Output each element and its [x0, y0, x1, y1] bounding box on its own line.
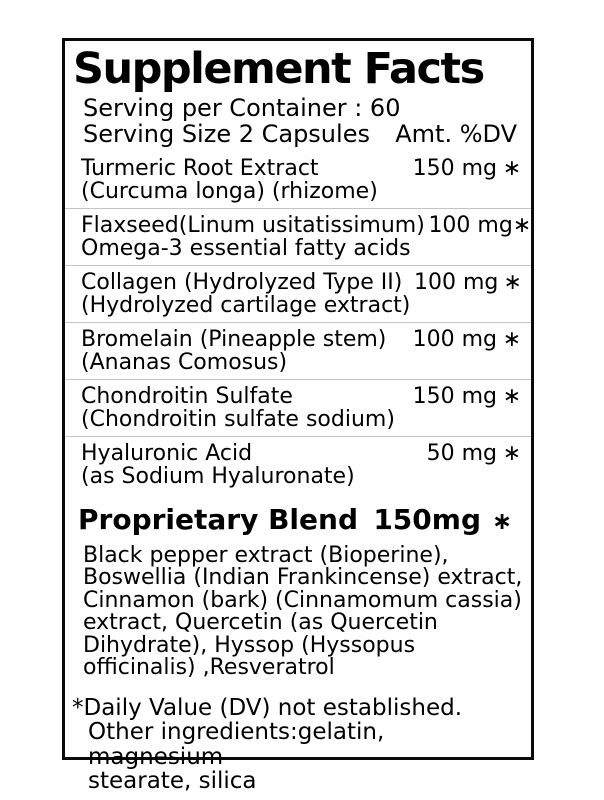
- ingredient-name-line2: (Curcuma longa) (rhizome): [81, 178, 378, 204]
- ingredient-name-line2: Omega-3 essential fatty acids: [81, 235, 411, 261]
- ingredient-name-line2: (as Sodium Hyaluronate): [81, 463, 355, 489]
- proprietary-blend-title: Proprietary Blend: [78, 502, 358, 536]
- ingredient-name-line2: (Chondroitin sulfate sodium): [81, 406, 395, 432]
- ingredient-dv: ∗: [502, 326, 522, 352]
- footnote: [65, 691, 531, 798]
- ingredient-dv: ∗: [512, 212, 532, 238]
- ingredient-amount: 150 mg: [412, 155, 497, 181]
- proprietary-blend-header: [65, 497, 531, 538]
- table-row: [65, 379, 531, 436]
- ingredient-amount: 100 mg: [412, 326, 497, 352]
- ingredient-amount: 50 mg: [426, 440, 497, 466]
- supplement-facts-panel: [62, 38, 534, 795]
- serving-info: [65, 93, 531, 147]
- ingredient-name: [81, 328, 409, 374]
- ingredient-name-line1: Flaxseed(Linum usitatissimum): [81, 212, 425, 238]
- other-ingredients-line2: stearate, silica: [88, 768, 257, 795]
- serving-size: Serving Size 2 Capsules: [83, 119, 370, 148]
- proprietary-blend-description: Black pepper extract (Bioperine), Boswellia (Indian Frankincense) extract, Cinnamon (bark) (Cinnamomum cassia) extract, Quercetin (as Quercetin Dihydrate), Hyssop (Hyssopus officinalis) ,Resveratrol: [83, 542, 523, 681]
- ingredient-name-line1: Turmeric Root Extract: [81, 155, 319, 181]
- ingredient-dv: ∗: [502, 155, 522, 181]
- table-row: [65, 208, 531, 265]
- ingredient-name-line1: Hyaluronic Acid: [81, 440, 253, 466]
- proprietary-blend-amount: 150mg: [373, 502, 481, 536]
- ingredient-name-line1: Chondroitin Sulfate: [81, 383, 293, 409]
- table-row: [65, 152, 531, 208]
- serving-per-container: Serving per Container : 60: [83, 93, 401, 122]
- ingredient-name: [81, 385, 409, 431]
- ingredient-name-line1: Bromelain (Pineapple stem): [81, 326, 387, 352]
- ingredient-name-line2: (Hydrolyzed cartilage extract): [81, 292, 411, 318]
- ingredient-table: [65, 152, 531, 493]
- table-row: [65, 265, 531, 322]
- ingredient-name: [81, 157, 409, 203]
- table-row: [65, 322, 531, 379]
- ingredient-dv: ∗: [502, 383, 522, 409]
- ingredient-name-line1: Collagen (Hydrolyzed Type II): [81, 269, 403, 295]
- daily-value-note: *Daily Value (DV) not established.: [72, 694, 463, 721]
- ingredient-name: [81, 214, 425, 260]
- proprietary-blend-dv: ∗: [491, 506, 513, 535]
- serving-size-row: [83, 121, 525, 147]
- ingredient-amount: 150 mg: [412, 383, 497, 409]
- ingredient-name: [81, 271, 410, 317]
- amount-dv-header: Amt. %DV: [395, 119, 517, 148]
- ingredient-dv: ∗: [502, 440, 522, 466]
- other-ingredients-line1: Other ingredients:gelatin, magnesium: [88, 719, 385, 770]
- ingredient-amount: 100 mg: [428, 212, 513, 238]
- ingredient-name-line2: (Ananas Comosus): [81, 349, 288, 375]
- ingredient-dv: ∗: [503, 269, 522, 295]
- table-row: [65, 436, 531, 493]
- ingredient-amount: 100 mg: [414, 269, 499, 295]
- ingredient-name: [81, 442, 409, 488]
- panel-title: Supplement Facts: [73, 44, 484, 94]
